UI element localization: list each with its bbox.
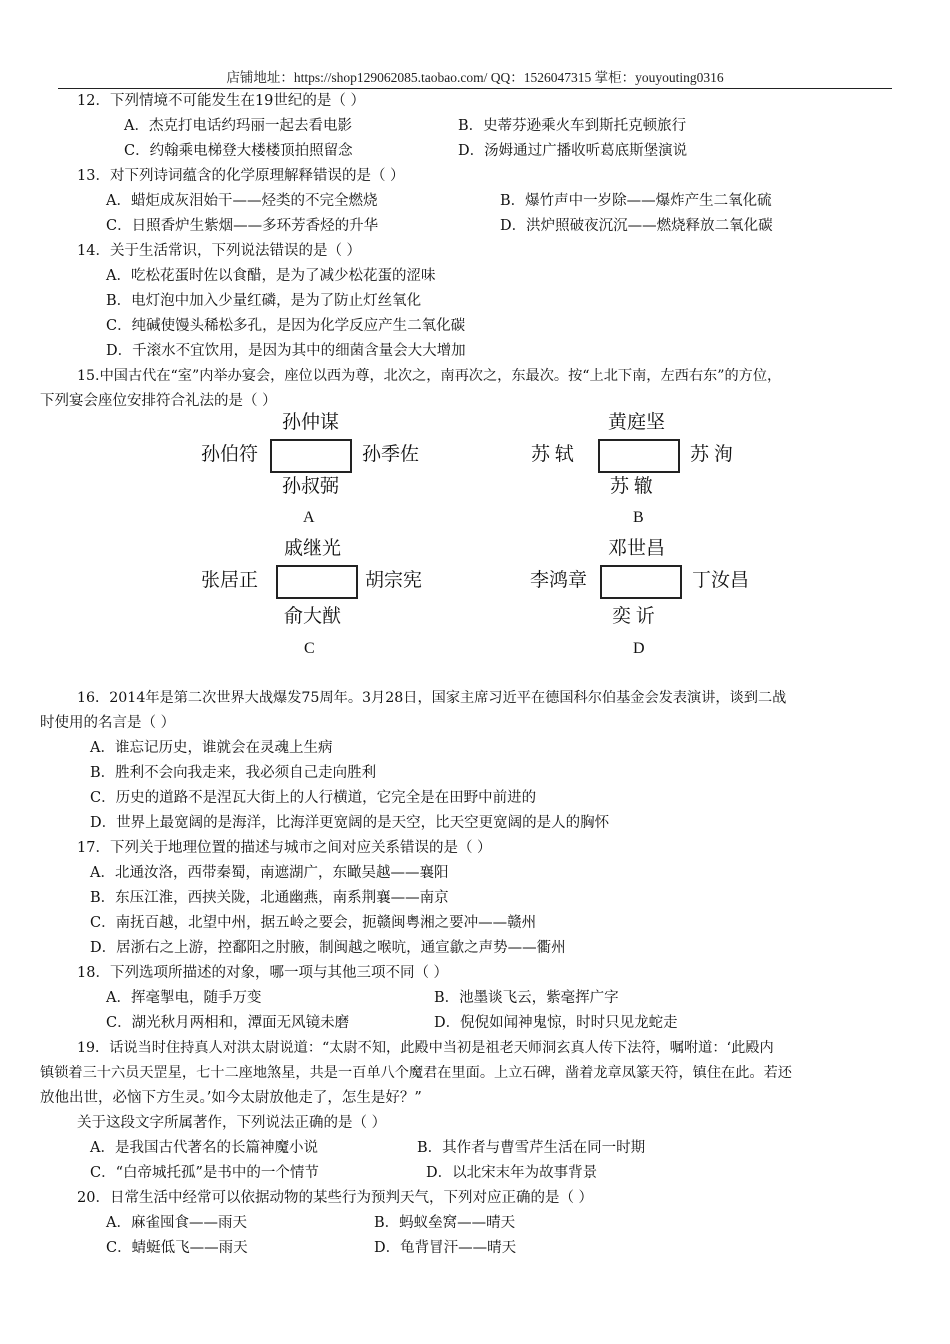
table-b bbox=[598, 439, 680, 473]
question-14-option-a: A．吃松花蛋时佐以食醋，是为了减少松花蛋的涩味 bbox=[106, 268, 436, 284]
seat-a-east: 孙季佐 bbox=[362, 444, 420, 465]
seat-b-north: 黄庭坚 bbox=[608, 412, 666, 433]
seat-b-south: 苏 辙 bbox=[610, 476, 653, 497]
seat-d-north: 邓世昌 bbox=[608, 538, 666, 559]
question-20-option-d: D．龟背冒汗——晴天 bbox=[374, 1240, 517, 1256]
question-12-option-b: B．史蒂芬逊乘火车到斯托克顿旅行 bbox=[458, 118, 687, 134]
question-16-stem-line1: 16．2014年是第二次世界大战爆发75周年。3月28日，国家主席习近平在德国科尔伯基金会发表演讲，谈到二战 bbox=[77, 690, 787, 706]
question-17-option-b: B．东压江淮，西挟关陇，北通幽燕，南系荆襄——南京 bbox=[90, 890, 449, 906]
question-19-option-c: C．“白帝城托孤”是书中的一个情节 bbox=[90, 1165, 319, 1181]
question-18-option-a: A．挥毫掣电，随手万变 bbox=[106, 990, 262, 1006]
question-19-option-a: A．是我国古代著名的长篇神魔小说 bbox=[90, 1140, 318, 1156]
question-17-stem: 17．下列关于地理位置的描述与城市之间对应关系错误的是（ ） bbox=[77, 840, 492, 856]
question-14-option-c: C．纯碱使馒头稀松多孔，是因为化学反应产生二氧化碳 bbox=[106, 318, 466, 334]
seat-a-west: 孙伯符 bbox=[201, 444, 259, 465]
seat-d-east: 丁汝昌 bbox=[692, 570, 750, 591]
question-13-stem: 13．对下列诗词蕴含的化学原理解释错误的是（ ） bbox=[77, 168, 405, 184]
question-18-stem: 18．下列选项所描述的对象，哪一项与其他三项不同（ ） bbox=[77, 965, 449, 981]
question-19-option-b: B．其作者与曹雪芹生活在同一时期 bbox=[417, 1140, 646, 1156]
question-12-option-d: D．汤姆通过广播收听葛底斯堡演说 bbox=[458, 143, 688, 159]
question-16-option-c: C．历史的道路不是涅瓦大街上的人行横道，它完全是在田野中前进的 bbox=[90, 790, 537, 806]
question-18-option-d: D．倪倪如闻神鬼惊，时时只见龙蛇走 bbox=[434, 1015, 678, 1031]
question-19-passage-line2: 镇锁着三十六员天罡星，七十二座地煞星，共是一百单八个魔君在里面。上立石碑，凿着龙章凤篆天符，镇住在此。若还 bbox=[40, 1065, 792, 1081]
question-19-stem: 关于这段文字所属著作，下列说法正确的是（ ） bbox=[77, 1115, 387, 1131]
question-16-option-a: A．谁忘记历史，谁就会在灵魂上生病 bbox=[90, 740, 333, 756]
question-13-option-d: D．洪炉照破夜沉沉——燃烧释放二氧化碳 bbox=[500, 218, 773, 234]
seat-c-west: 张居正 bbox=[201, 570, 259, 591]
question-18-option-b: B．池墨谈飞云，紫毫挥广字 bbox=[434, 990, 619, 1006]
seat-b-west: 苏 轼 bbox=[531, 444, 574, 465]
question-19-passage-line1: 19．话说当时住持真人对洪太尉说道：“太尉不知，此殿中当初是祖老天师洞玄真人传下法符，嘱咐道：‘此殿内 bbox=[77, 1040, 774, 1056]
table-d bbox=[600, 565, 682, 599]
question-14-option-b: B．电灯泡中加入少量红磷，是为了防止灯丝氧化 bbox=[106, 293, 422, 309]
diagram-a-label: A bbox=[303, 509, 315, 526]
question-20-stem: 20．日常生活中经常可以依据动物的某些行为预判天气，下列对应正确的是（ ） bbox=[77, 1190, 594, 1206]
question-12-stem: 12．下列情境不可能发生在19世纪的是（ ） bbox=[77, 93, 366, 109]
question-14-option-d: D．千滚水不宜饮用，是因为其中的细菌含量会大大增加 bbox=[106, 343, 466, 359]
question-15-stem-line1: 15.中国古代在“室”内举办宴会，座位以西为尊，北次之，南再次之，东最次。按“上北下南，左西右东”的方位， bbox=[77, 368, 782, 384]
question-20-option-b: B．蚂蚁垒窝——晴天 bbox=[374, 1215, 516, 1231]
question-16-option-d: D．世界上最宽阔的是海洋，比海洋更宽阔的是天空，比天空更宽阔的是人的胸怀 bbox=[90, 815, 610, 831]
question-14-stem: 14．关于生活常识，下列说法错误的是（ ） bbox=[77, 243, 362, 259]
question-20-option-a: A．麻雀囤食——雨天 bbox=[106, 1215, 247, 1231]
seat-c-east: 胡宗宪 bbox=[365, 570, 423, 591]
seat-a-south: 孙叔弼 bbox=[282, 476, 340, 497]
question-17-option-a: A．北通汝洛，西带秦蜀，南遮湖广，东瞰吴越——襄阳 bbox=[90, 865, 449, 881]
seat-a-north: 孙仲谋 bbox=[282, 412, 340, 433]
question-12-option-a: A．杰克打电话约玛丽一起去看电影 bbox=[124, 118, 352, 134]
seat-d-west: 李鸿章 bbox=[530, 570, 588, 591]
question-13-option-b: B．爆竹声中一岁除——爆炸产生二氧化硫 bbox=[500, 193, 772, 209]
diagram-d-label: D bbox=[633, 640, 645, 657]
diagram-c-label: C bbox=[304, 640, 315, 657]
seat-c-north: 戚继光 bbox=[284, 538, 342, 559]
question-13-option-c: C．日照香炉生紫烟——多环芳香烃的升华 bbox=[106, 218, 379, 234]
question-19-option-d: D．以北宋末年为故事背景 bbox=[426, 1165, 598, 1181]
question-18-option-c: C．湖光秋月两相和，潭面无风镜未磨 bbox=[106, 1015, 350, 1031]
table-a bbox=[270, 439, 352, 473]
question-16-option-b: B．胜利不会向我走来，我必须自己走向胜利 bbox=[90, 765, 377, 781]
diagram-b-label: B bbox=[633, 509, 644, 526]
question-12-option-c: C．约翰乘电梯登大楼楼顶拍照留念 bbox=[124, 143, 353, 159]
table-c bbox=[276, 565, 358, 599]
question-17-option-c: C．南抚百越，北望中州，据五岭之要会，扼赣闽粤湘之要冲——赣州 bbox=[90, 915, 537, 931]
question-15-stem-line2: 下列宴会座位安排符合礼法的是（ ） bbox=[40, 393, 277, 409]
seat-c-south: 俞大猷 bbox=[284, 606, 342, 627]
seat-d-south: 奕 䜣 bbox=[612, 606, 655, 627]
page-header: 店铺地址：https://shop129062085.taobao.com/ QQ：1526047315 掌柜：youyouting0316 bbox=[58, 66, 892, 89]
question-13-option-a: A．蜡炬成灰泪始干——烃类的不完全燃烧 bbox=[106, 193, 378, 209]
question-20-option-c: C．蜻蜓低飞——雨天 bbox=[106, 1240, 248, 1256]
question-16-stem-line2: 时使用的名言是（ ） bbox=[40, 715, 176, 731]
seat-b-east: 苏 洵 bbox=[690, 444, 733, 465]
question-19-passage-line3: 放他出世，必恼下方生灵。’如今太尉放他走了，怎生是好？” bbox=[40, 1090, 422, 1106]
question-17-option-d: D．居浙右之上游，控鄱阳之肘腋，制闽越之喉吭，通宣歙之声势——衢州 bbox=[90, 940, 566, 956]
